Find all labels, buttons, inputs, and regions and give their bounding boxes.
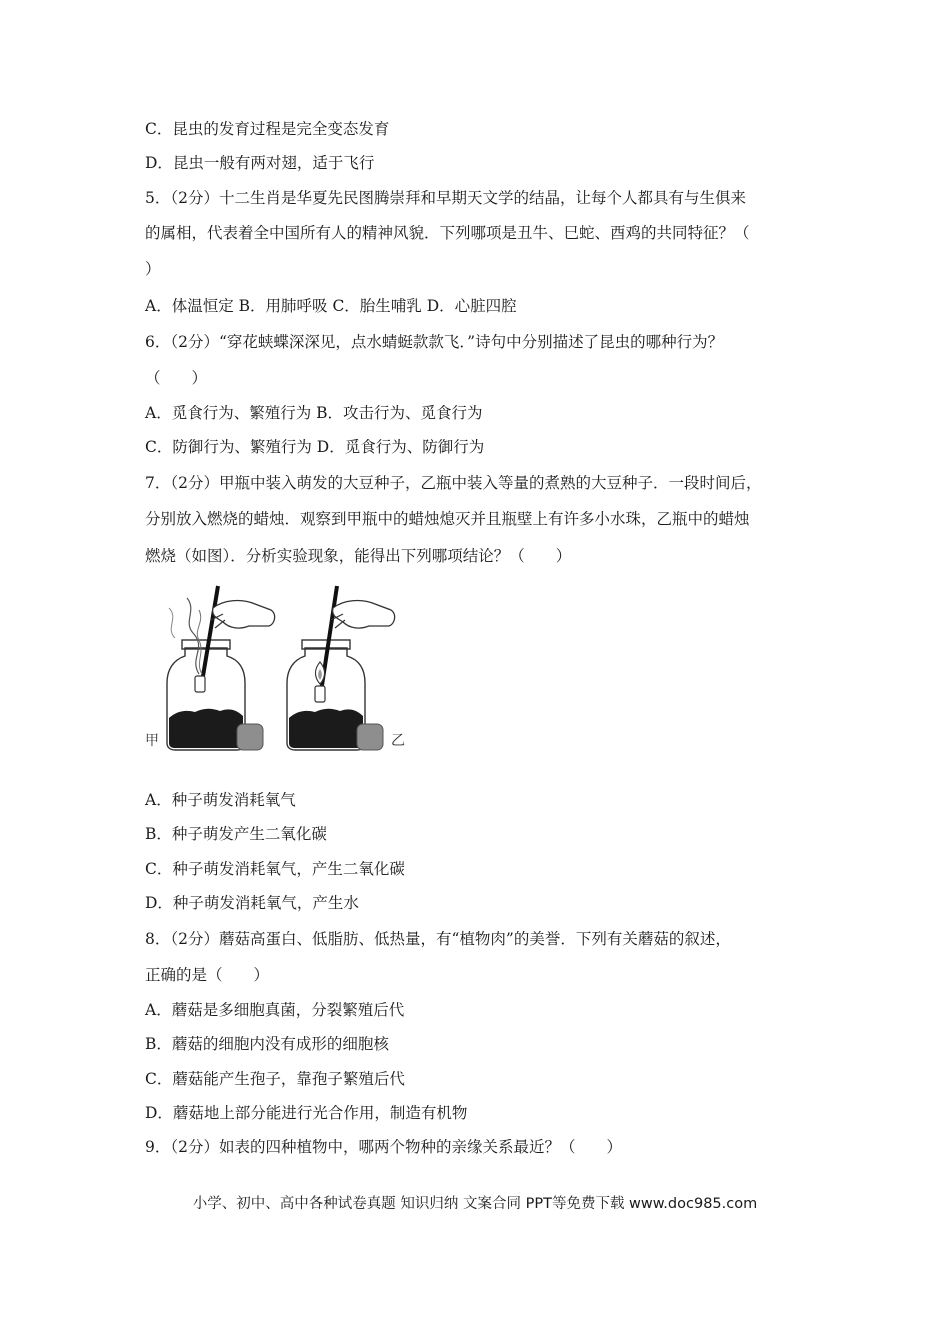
question-9-line-1: 9．（2分）如表的四种植物中，哪两个物种的亲缘关系最近？（ ） (145, 1138, 622, 1156)
question-7-line-1: 7．（2分）甲瓶中装入萌发的大豆种子，乙瓶中装入等量的煮熟的大豆种子．一段时间后， (145, 474, 762, 492)
question-7-option-b: B．种子萌发产生二氧化碳 (145, 825, 327, 843)
page-footer: 小学、初中、高中各种试卷真题 知识归纳 文案合同 PPT等免费下载 www.doc985.com (192, 1196, 758, 1212)
question-5-line-1: 5．（2分）十二生肖是华夏先民图腾崇拜和早期天文学的结晶，让每个人都具有与生俱来 (145, 189, 746, 207)
question-6-options-cd: C．防御行为、繁殖行为 D．觅食行为、防御行为 (145, 438, 485, 456)
question-8-line-1: 8．（2分）蘑菇高蛋白、低脂肪、低热量，有“植物肉”的美誉．下列有关蘑菇的叙述， (145, 930, 731, 948)
option-4d: D．昆虫一般有两对翅，适于飞行 (145, 154, 375, 172)
question-8-option-d: D．蘑菇地上部分能进行光合作用，制造有机物 (145, 1104, 468, 1122)
question-6-line-2: （ ） (145, 369, 208, 387)
option-4c: C．昆虫的发育过程是完全变态发育 (145, 120, 390, 138)
question-8-option-c: C．蘑菇能产生孢子，靠孢子繁殖后代 (145, 1070, 405, 1088)
jar-right (287, 586, 395, 750)
question-6-line-1: 6．（2分）“穿花蛱蝶深深见，点水蜻蜓款款飞．”诗句中分别描述了昆虫的哪种行为？ (145, 333, 724, 351)
label-jia: 甲 (145, 733, 159, 749)
question-8-option-b: B．蘑菇的细胞内没有成形的细胞核 (145, 1035, 389, 1053)
jar-left (167, 586, 275, 750)
question-5-line-3: ） (145, 260, 161, 278)
question-7-option-a: A．种子萌发消耗氧气 (145, 791, 296, 809)
label-yi: 乙 (391, 733, 405, 749)
question-5-line-2: 的属相，代表着全中国所有人的精神风貌．下列哪项是丑牛、巳蛇、酉鸡的共同特征？（ (145, 224, 750, 242)
question-8-line-2: 正确的是（ ） (145, 966, 270, 984)
question-8-option-a: A．蘑菇是多细胞真菌，分裂繁殖后代 (145, 1001, 405, 1019)
question-5-options: A．体温恒定 B．用肺呼吸 C．胎生哺乳 D．心脏四腔 (145, 297, 517, 315)
question-7-option-c: C．种子萌发消耗氧气，产生二氧化碳 (145, 860, 405, 878)
question-7-option-d: D．种子萌发消耗氧气，产生水 (145, 894, 359, 912)
question-7-line-2: 分别放入燃烧的蜡烛．观察到甲瓶中的蜡烛熄灭并且瓶壁上有许多小水珠，乙瓶中的蜡烛 (145, 510, 750, 528)
candle-jar-figure (145, 578, 415, 763)
question-7-line-3: 燃烧（如图）．分析实验现象，能得出下列哪项结论？（ ） (145, 547, 572, 565)
experiment-illustration (145, 578, 415, 763)
question-6-options-ab: A．觅食行为、繁殖行为 B．攻击行为、觅食行为 (145, 404, 483, 422)
